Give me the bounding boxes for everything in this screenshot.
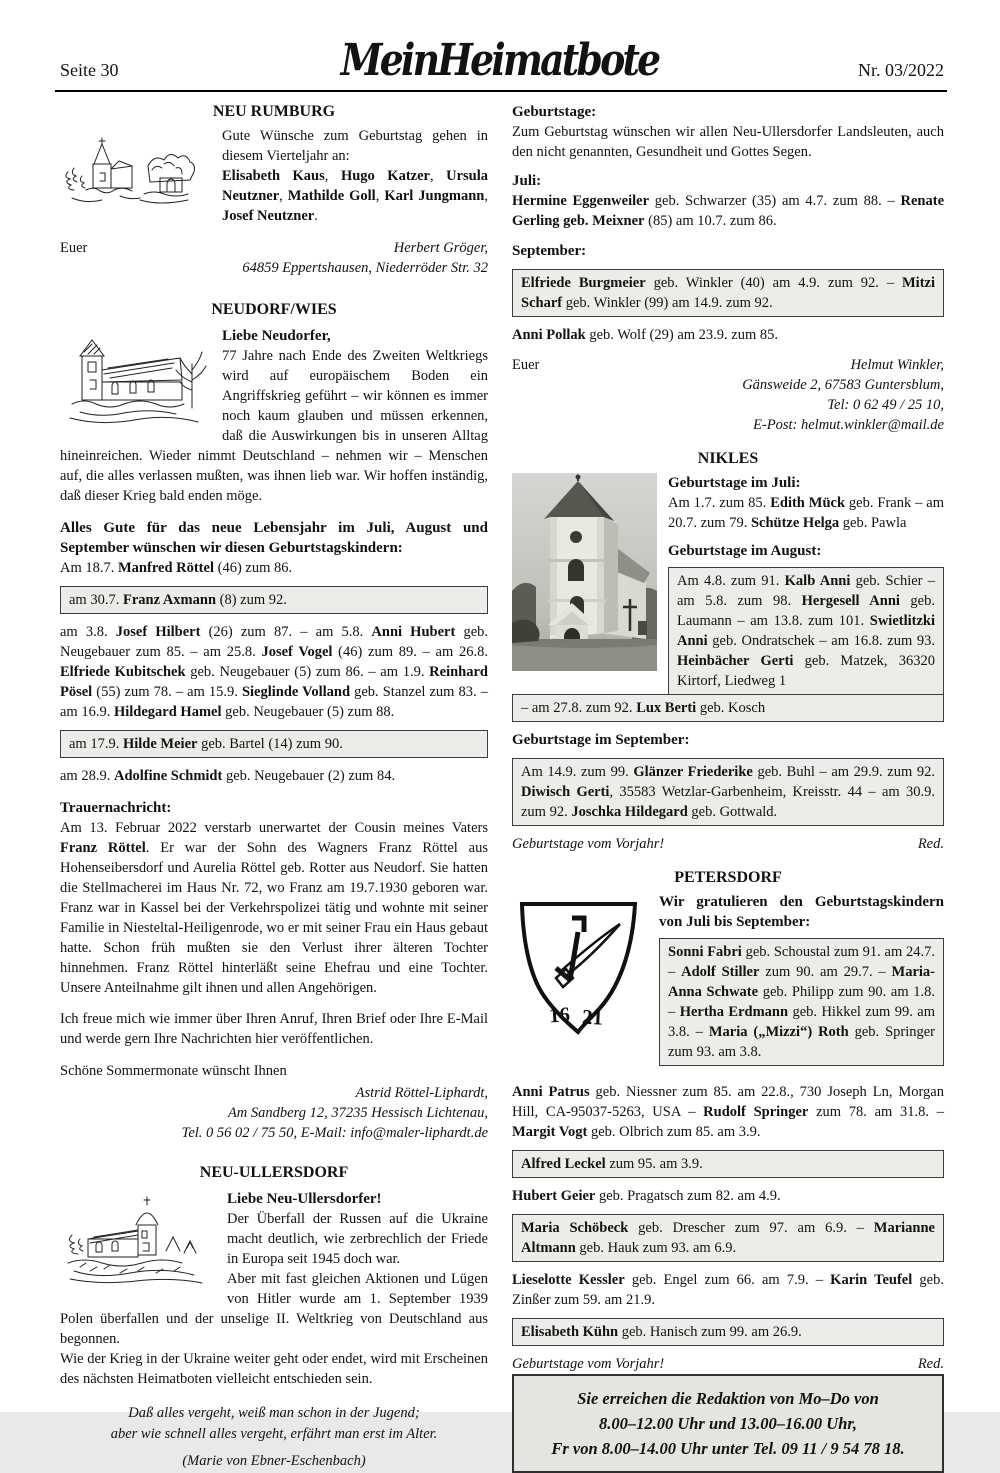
birthday-entry: Elisabeth Kühn geb. Hanisch zum 99. am 26.9.	[521, 1324, 802, 1340]
birthday-entry: am 28.9. Adolfine Schmidt geb. Neugebauer (2) zum 84.	[60, 768, 396, 784]
signature-block	[60, 1083, 488, 1143]
summer-wish: Schöne Sommermonate wünscht Ihnen	[60, 1063, 287, 1079]
header-divider	[55, 90, 947, 92]
signature-row	[512, 355, 944, 435]
highlight-box	[512, 1214, 944, 1262]
left-column	[60, 98, 488, 1472]
section-title: NEU RUMBURG	[212, 103, 336, 120]
section-nikles	[512, 435, 944, 854]
section-neu-rumburg	[60, 102, 488, 278]
section-title: NIKLES	[697, 450, 759, 467]
greeting-text: Gute Wünsche zum Geburtstag gehen in diesem Vierteljahr an:	[222, 128, 488, 164]
signature-block	[742, 355, 944, 435]
birthday-lead: Alles Gute für das neue Lebensjahr im Juli, August und September wünschen wir diesen Geburtstagskindern:	[60, 520, 488, 556]
crest-year-right: 21	[581, 1004, 604, 1030]
highlight-box	[668, 567, 944, 694]
congrats-intro: Wir gratulieren den Geburtstagskindern von Juli bis September:	[659, 894, 944, 930]
signature-phone: Tel: 0 62 49 / 25 10,	[827, 397, 944, 413]
birthday-entry: Hermine Eggenweiler geb. Schwarzer (35) am 4.7. zum 88. – Renate Gerling geb. Meixner (85) am 10.7. zum 86.	[512, 193, 945, 229]
highlight-box	[512, 1150, 944, 1178]
right-column	[512, 98, 945, 1458]
signature-email: E-Post: helmut.winkler@mail.de	[753, 417, 944, 433]
birthday-entry: Am 4.8. zum 91. Kalb Anni geb. Schier – am 5.8. zum 98. Hergesell Anni geb. Laumann – am 13.8. zum 101. Swietlitzki Anni geb. Ondratschek – am 16.8. zum 93. Heinbächer Gerti geb. Matzek, 36320 Kirtorf, Liedweg 1	[677, 573, 935, 689]
signature-block	[242, 238, 488, 278]
birthday-entry: Sonni Fabri geb. Schoustal zum 91. am 24.7. – Adolf Stiller zum 90. am 29.7. – Maria-Anna Schwate geb. Philipp zum 90. am 1.8. – Hertha Erdmann geb. Hikkel zum 99. am 3.8. – Maria („Mizzi“) Roth geb. Springer zum 93. am 3.8.	[668, 944, 936, 1060]
section-neudorf-wies	[60, 300, 488, 506]
birthday-entry: Am 1.7. zum 85. Edith Mück geb. Frank – am 20.7. zum 79. Schütze Helga geb. Pawla	[668, 495, 944, 531]
issue-number: Nr. 03/2022	[857, 60, 944, 80]
salutation: Liebe Neudorfer,	[222, 328, 331, 344]
birthday-entry: – am 27.8. zum 92. Lux Berti geb. Kosch	[521, 700, 766, 716]
birthday-heading: Geburtstage:	[512, 104, 597, 120]
birthday-entry: Am 18.7. Manfred Röttel (46) zum 86.	[60, 560, 293, 576]
contact-line: 8.00–12.00 Uhr und 13.00–16.00 Uhr,	[598, 1414, 858, 1433]
highlight-box	[512, 1318, 944, 1346]
birthday-entry: am 30.7. Franz Axmann (8) zum 92.	[69, 592, 287, 608]
highlight-box	[512, 694, 944, 722]
petersdorf-crest-icon	[512, 892, 645, 1074]
crest-year-left: 16	[548, 1002, 571, 1028]
quote-line: aber wie schnell alles vergeht, erfährt man erst im Alter.	[110, 1426, 438, 1442]
neudorf-church-sketch-icon	[60, 330, 210, 430]
quote-line: Daß alles vergeht, weiß man schon in der Jugend;	[128, 1405, 420, 1421]
birthday-entry: Hubert Geier geb. Pragatsch zum 82. am 4.9.	[512, 1188, 781, 1204]
highlight-box	[512, 758, 944, 826]
signature-name: Helmut Winkler,	[850, 357, 944, 373]
masthead	[0, 36, 1000, 84]
signature-name: Astrid Röttel-Liphardt,	[355, 1085, 488, 1101]
section-title: PETERSDORF	[674, 869, 782, 886]
month-label: Juli:	[512, 173, 542, 189]
birthday-entry: Alfred Leckel zum 95. am 3.9.	[521, 1156, 703, 1172]
vorjahr-note: Geburtstage vom Vorjahr!	[512, 1356, 665, 1372]
section-neu-ullersdorf	[60, 1163, 488, 1389]
month-label: Geburtstage im Juli:	[668, 475, 801, 491]
birthday-entry: Maria Schöbeck geb. Drescher zum 97. am 6.9. – Marianne Altmann geb. Hauk zum 93. am 6.9.	[521, 1220, 935, 1256]
highlight-box	[60, 586, 488, 614]
section-title: NEU-ULLERSDORF	[199, 1164, 349, 1181]
birthday-names: Elisabeth Kaus, Hugo Katzer, Ursula Neutzner, Mathilde Goll, Karl Jungmann, Josef Neutzner.	[222, 168, 489, 224]
redaction-contact-box	[512, 1374, 944, 1473]
section-body: Wie der Krieg in der Ukraine weiter geht oder endet, wird mit Erscheinen des nächsten Heimatboten vielleicht entschieden sein.	[60, 1351, 488, 1387]
closing-quote	[60, 1403, 488, 1472]
highlight-box	[659, 938, 944, 1066]
section-birthday-list	[60, 518, 488, 786]
birthday-entry: Anni Pollak geb. Wolf (29) am 23.9. zum 85.	[512, 327, 779, 343]
birthday-entry: Elfriede Burgmeier geb. Winkler (40) am 4.9. zum 92. – Mitzi Scharf geb. Winkler (99) am 14.9. zum 92.	[521, 275, 936, 311]
footnote-row	[512, 1354, 944, 1374]
quote-attribution: (Marie von Ebner-Eschenbach)	[182, 1453, 366, 1469]
obituary-title: Trauernachricht:	[60, 800, 172, 816]
closing-word: Euer	[512, 357, 540, 373]
masthead-logo: MeinHeimatbote	[341, 34, 659, 86]
footnote-row	[512, 834, 944, 854]
editor-note: Ich freue mich wie immer über Ihren Anruf, Ihren Brief oder Ihre E-Mail und werde gern Ihre Nachrichten hier veröffentlichen.	[60, 1011, 488, 1047]
section-obituary	[60, 798, 488, 1143]
signature-address: 64859 Eppertshausen, Niederröder Str. 32	[242, 260, 488, 276]
obituary-body: Am 13. Februar 2022 verstarb unerwartet der Cousin meines Vaters Franz Röttel. Er war der Sohn des Wagners Franz Röttel aus Hohenseibersdorf und Aurelia Röttel geb. Rotter aus Neudorf. Sie hatten die Stellmacherei im Haus Nr. 72, wo Franz am 19.7.1930 geboren war. Franz war in Kassel bei der Verkehrspolizei tätig und wohnte mit seiner Familie in Niesteltal-Heiligenrode, wo er mit seiner Frau ein Haus gebaut hatte. Schon früh mußten sie den Verlust ihrer älteren Tochter hinnehmen. Franz Röttel hinterläßt seine Ehefrau und eine Tochter. Unsere Anteilnahme gilt ihnen und allen Angehörigen.	[60, 820, 488, 996]
birthday-entry: am 17.9. Hilde Meier geb. Bartel (14) zum 90.	[69, 736, 343, 752]
closing-word: Euer	[60, 240, 88, 256]
highlight-box	[60, 730, 488, 758]
month-label: September:	[512, 243, 587, 259]
neu-ullersdorf-church-sketch-icon	[60, 1193, 215, 1289]
birthday-intro: Zum Geburtstag wünschen wir allen Neu-Ullersdorfer Landsleuten, auch den nicht genannten, Gesundheit und Gottes Segen.	[512, 124, 944, 160]
section-title: NEUDORF/WIES	[211, 301, 337, 318]
section-geburtstage	[512, 98, 944, 435]
section-body: 77 Jahre nach Ende des Zweiten Weltkriegs wird auf europäischem Boden ein Angriffskrieg geführt – wir können es immer noch kaum glauben und müssen erkennen, daß die Auswirkungen bis in unseren Alltag hineinreichen. Wieder nimmt Deutschland – nehmen wir – Menschen auf, die alles verlassen mußten, was ihnen lieb war. Wir hoffen inständig, daß dieser Krieg bald enden möge.	[60, 348, 488, 504]
redaktion-abbrev: Red.	[917, 1356, 944, 1372]
birthday-entry: Lieselotte Kessler geb. Engel zum 66. am 7.9. – Karin Teufel geb. Zinßer zum 59. am 21.9.	[512, 1272, 944, 1308]
redaktion-abbrev: Red.	[917, 836, 944, 852]
birthday-entry: Am 14.9. zum 99. Glänzer Friederike geb. Buhl – am 29.9. zum 92. Diwisch Gerti, 35583 Wetzlar-Garbenheim, Kreisstr. 44 – am 30.9. zum 92. Joschka Hildegard geb. Gottwald.	[521, 764, 935, 820]
salutation: Liebe Neu-Ullersdorfer!	[227, 1191, 382, 1207]
birthday-entry: am 3.8. Josef Hilbert (26) zum 87. – am 5.8. Anni Hubert geb. Neugebauer zum 85. – am 25.8. Josef Vogel (46) zum 89. – am 26.8. Elfriede Kubitschek geb. Neugebauer (5) zum 86. – am 1.9. Reinhard Pösel (55) zum 78. – am 15.9. Sieglinde Volland geb. Stanzel zum 83. – am 16.9. Hildegard Hamel geb. Neugebauer (5) zum 88.	[60, 624, 489, 720]
vorjahr-note: Geburtstage vom Vorjahr!	[512, 836, 665, 852]
month-label: Geburtstage im September:	[512, 732, 690, 748]
birthday-entry: Anni Patrus geb. Niessner zum 85. am 22.8., 730 Joseph Ln, Morgan Hill, CA-95037-5263, USA – Rudolf Springer zum 78. am 31.8. – Margit Vogt geb. Olbrich zum 85. am 3.9.	[512, 1084, 944, 1140]
contact-line: Sie erreichen die Redaktion von Mo–Do von	[577, 1389, 879, 1408]
section-petersdorf	[512, 854, 944, 1374]
contact-line: Fr von 8.00–14.00 Uhr unter Tel. 09 11 / 9 54 78 18.	[551, 1439, 905, 1458]
signature-name: Herbert Gröger,	[393, 240, 488, 256]
signature-address: Am Sandberg 12, 37235 Hessisch Lichtenau,	[227, 1105, 488, 1121]
nikles-church-photo	[512, 473, 657, 694]
signature-contact: Tel. 0 56 02 / 75 50, E-Mail: info@maler-liphardt.de	[181, 1125, 488, 1141]
page-number: Seite 30	[60, 60, 119, 80]
signature-address: Gänsweide 2, 67583 Guntersblum,	[742, 377, 944, 393]
neu-rumburg-church-sketch-icon	[60, 130, 210, 226]
section-body: Aber mit fast gleichen Aktionen und Lügen von Hitler wurde am 1. September 1939 Polen überfallen und der unselige II. Weltkrieg von Deutschland aus begonnen.	[60, 1271, 488, 1347]
highlight-box	[512, 269, 944, 317]
section-body: Der Überfall der Russen auf die Ukraine macht deutlich, wie zerbrechlich der Friede in Europa seit 1945 doch war.	[227, 1211, 488, 1267]
month-label: Geburtstage im August:	[668, 543, 822, 559]
signature-row	[60, 238, 488, 278]
